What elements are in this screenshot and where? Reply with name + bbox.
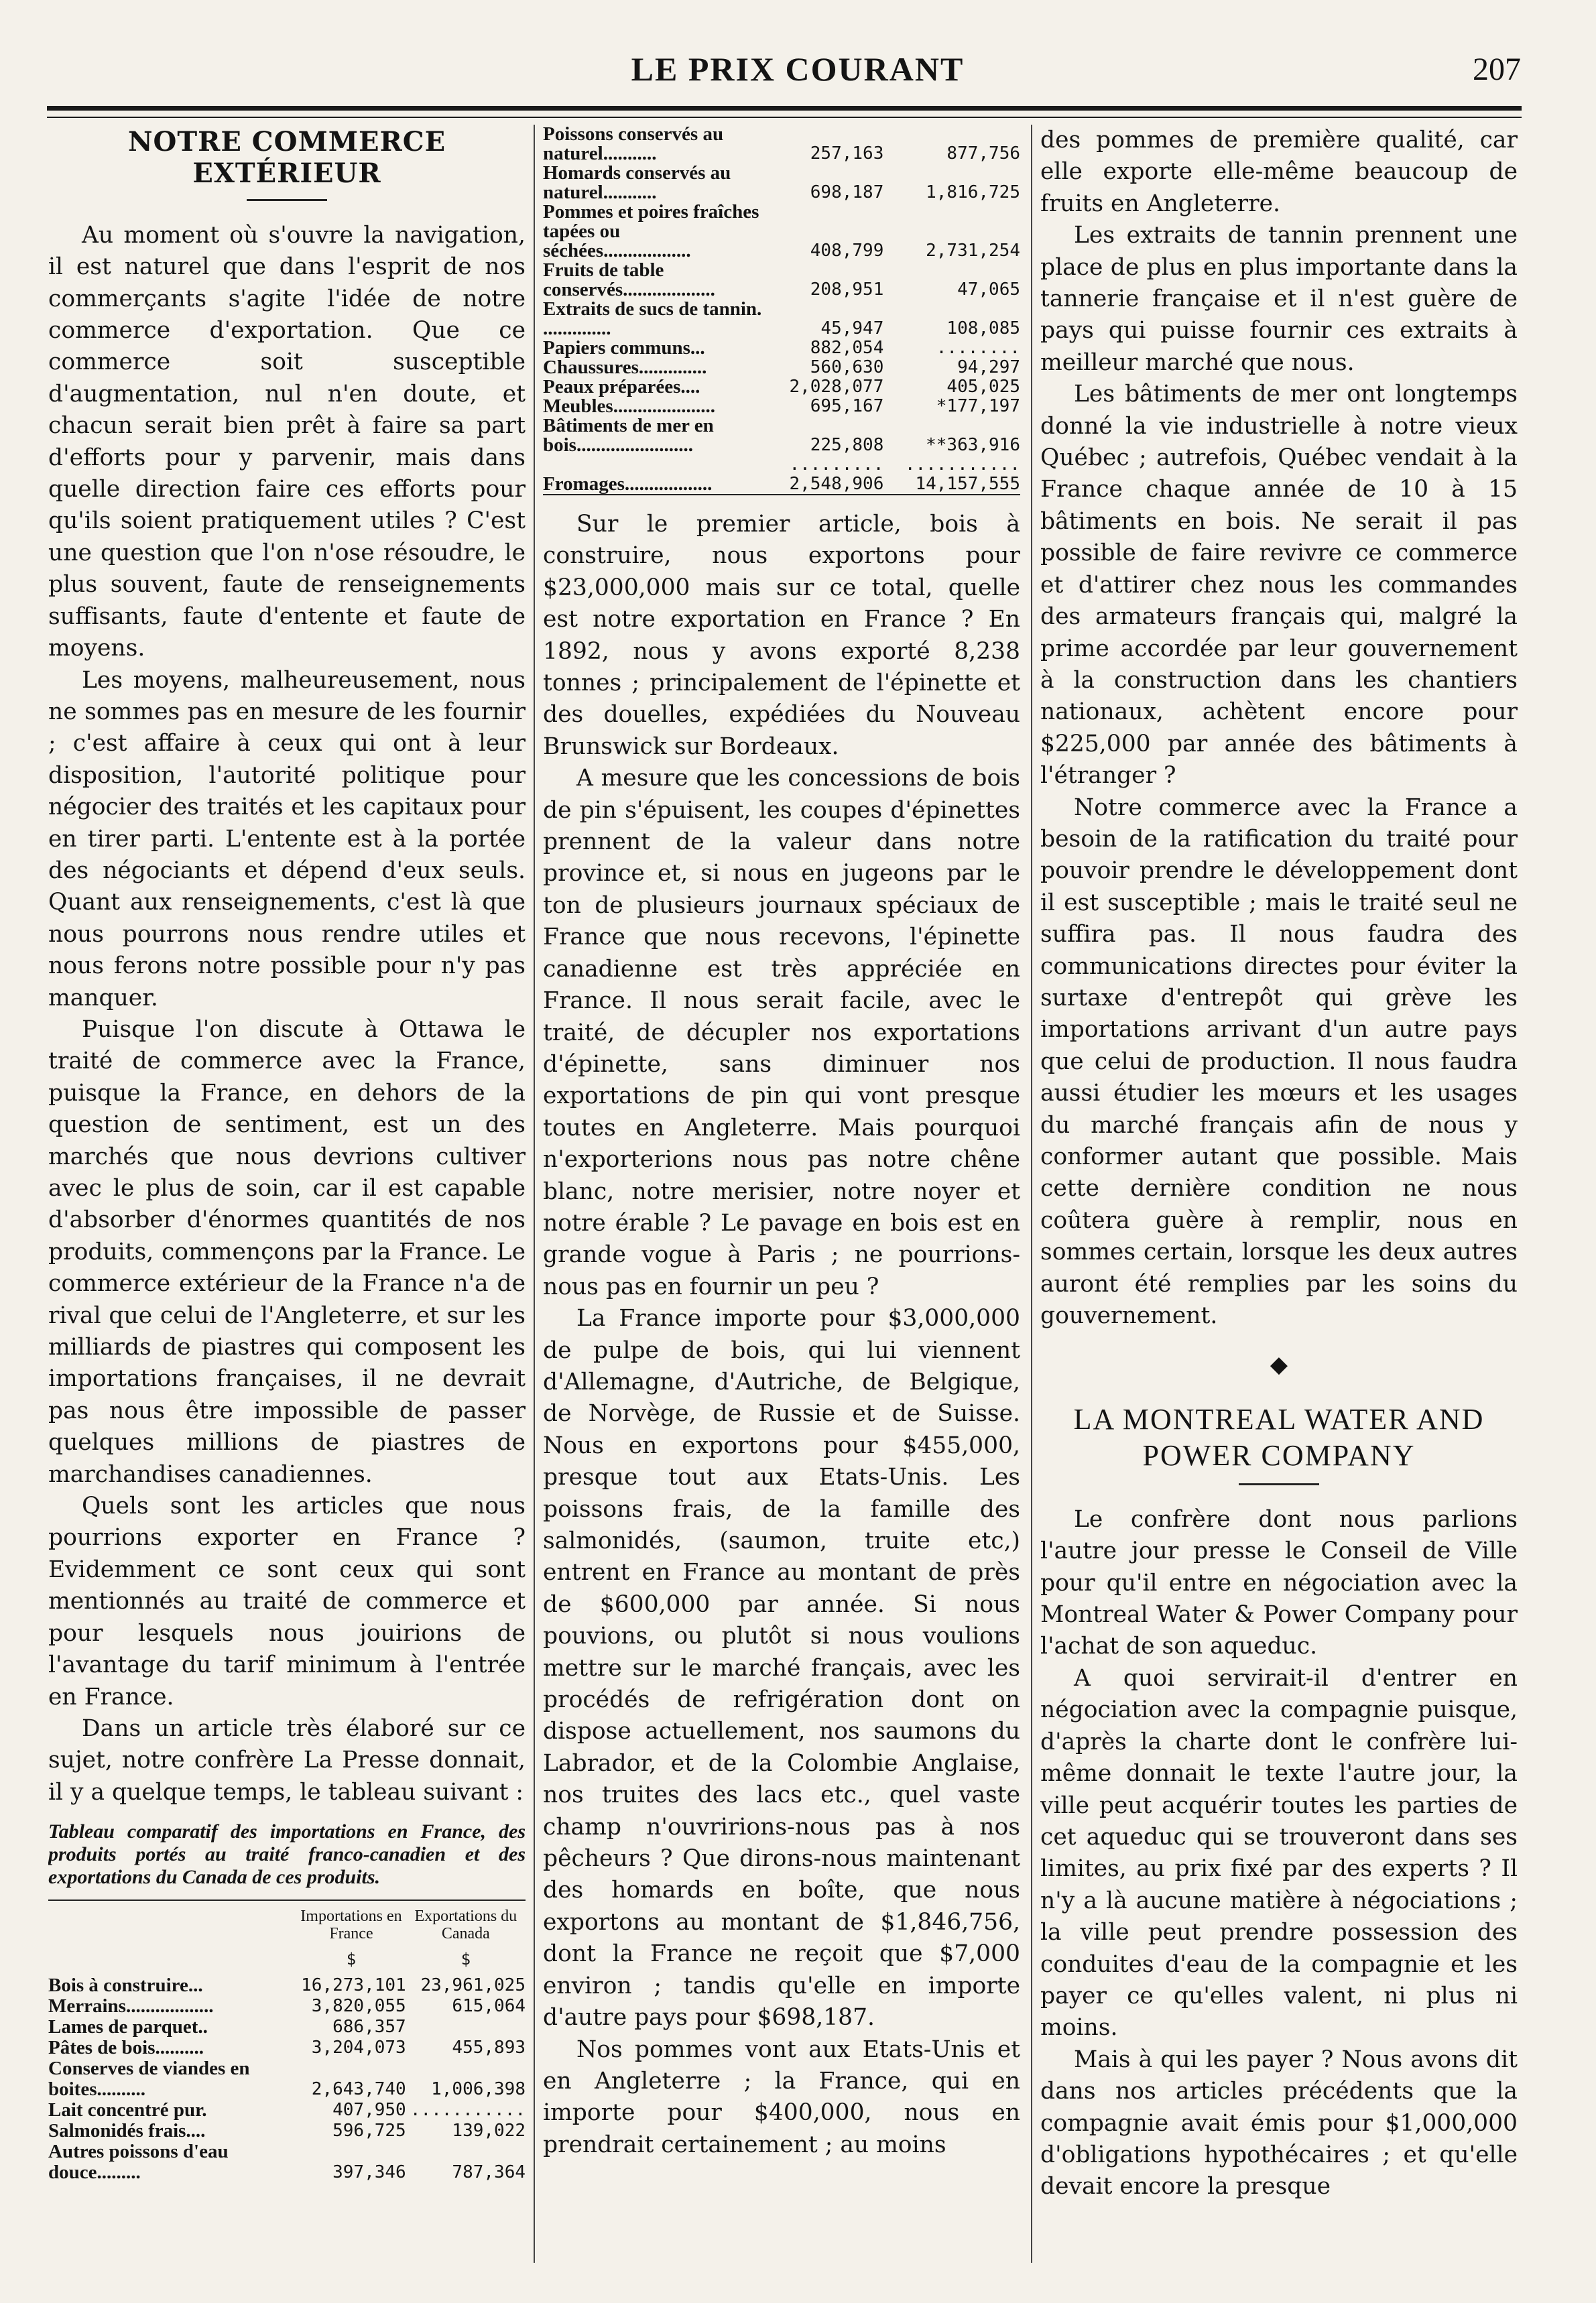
table-header-label — [48, 1900, 296, 1949]
row-exports: 94,297 — [957, 357, 1020, 377]
row-exports: ........... — [904, 454, 1020, 475]
row-imports: ......... — [789, 454, 884, 475]
table-row — [543, 338, 1020, 358]
running-title: LE PRIX COURANT — [631, 50, 965, 88]
row-exports: 139,022 — [452, 2121, 526, 2141]
row-label: Meubles..................... — [543, 395, 715, 417]
paragraph: Sur le premier article, bois à construire, nous exportons pour $23,000,000 mais sur ce total, quelle est notre exportation en France ? En 1892, nous y avons exporté 8,238 tonnes ; principalement de l'épinette et des douelles, expédiées du Nouveau Brunswick sur Bordeaux. — [543, 511, 1020, 760]
paragraph: Puisque l'on discute à Ottawa le traité de commerce avec la France, puisque la France, en dehors de la question de sentiment, est un des marchés que nous devrions cultiver avec le plus de soin, car il est capable d'absorber d'énormes quantités de nos produits, commençons par la France. Le commerce extérieur de la France n'a de rival que celui de l'Angleterre, et sur les milliards de piastres qui composent les importations françaises, il ne devrait pas nous être impossible de passer quelques millions de piastres de marchandises canadiennes. — [48, 1015, 526, 1488]
row-imports: 2,643,740 — [311, 2079, 406, 2100]
heading-rule — [247, 199, 327, 201]
table-header-exports: Exportations du Canada — [414, 1908, 517, 1943]
paragraph: Les extraits de tannin prennent une place de plus en plus importante dans la tannerie française et il n'est guère de pays qui puisse fournir ces extraits à meilleur marché que nous. — [1040, 222, 1518, 376]
row-exports: 14,157,555 — [915, 474, 1020, 494]
table-row — [48, 1975, 526, 1996]
row-imports: 686,357 — [332, 2017, 406, 2038]
row-exports: ........... — [410, 2100, 526, 2121]
table-row — [543, 397, 1020, 416]
paragraph: Les moyens, malheureusement, nous ne sommes pas en mesure de les fournir ; c'est affaire à ceux qui ont à leur disposition, l'autorité politique pour négocier des traités et les capitaux pour en tirer parti. L'entente est à la portée des négociants et dépend d'eux seuls. Quant aux renseignements, c'est là que nous pourrons nous rendre utiles et nous ferons notre possible pour n'y pas manquer. — [48, 666, 526, 1011]
row-label: Chaussures.............. — [543, 357, 707, 378]
row-imports: 397,346 — [332, 2162, 406, 2183]
row-exports: ........ — [936, 338, 1020, 358]
page-header — [0, 40, 1596, 101]
row-imports: 16,273,101 — [301, 1975, 406, 1996]
row-exports: 615,064 — [452, 1996, 526, 2017]
table-row — [48, 2038, 526, 2058]
row-imports: 3,204,073 — [311, 2038, 406, 2058]
table-row — [543, 164, 1020, 202]
row-imports: 208,951 — [810, 279, 884, 300]
trade-table — [48, 1900, 526, 2183]
row-label: Extraits de sucs de tannin. .............. — [543, 298, 762, 339]
paragraph: Mais à qui les payer ? Nous avons dit dans nos articles précédents que la compagnie avait émis pour $1,000,000 d'obligations hypothécaires ; et qu'elle devait encore la presque — [1040, 2046, 1518, 2200]
row-label: Homards conservés au naturel........... — [543, 162, 731, 203]
table-row — [543, 455, 1020, 475]
table-row — [48, 2017, 526, 2038]
row-imports: 225,808 — [810, 435, 884, 455]
row-label: Papiers communs... — [543, 337, 705, 359]
paragraph: Notre commerce avec la France a besoin de la ratification du traité pour pouvoir prendre le développement dont il est susceptible ; mais le traité seul ne suffira pas. Il nous faudra des communications directes pour éviter la surtaxe d'entrepôt qui grève les importations arrivant d'un autre pays que celui de production. Il nous faudra aussi étudier les mœurs et les usages du marché français afin de nous y conformer autant que possible. Mais cette dernière condition ne nous coûtera guère à remplir, nous en sommes certain, lorsque les deux autres auront été remplies par les soins du gouvernement. — [1040, 794, 1518, 1330]
row-label: Lait concentré pur. — [48, 2099, 207, 2121]
row-exports: 1,006,398 — [431, 2079, 526, 2100]
paragraph: Dans un article très élaboré sur ce sujet, notre confrère La Presse donnait, il y a quelque temps, le tableau suivant : — [48, 1715, 526, 1806]
page-number: 207 — [1473, 52, 1521, 87]
row-label: Autres poissons d'eau douce......... — [48, 2141, 229, 2184]
imports-unit: $ — [346, 1950, 357, 1969]
header-rule — [47, 106, 1522, 111]
row-imports: 257,163 — [810, 143, 884, 164]
exports-unit: $ — [461, 1950, 471, 1969]
row-exports: 23,961,025 — [420, 1975, 526, 1996]
row-label — [543, 455, 772, 475]
row-imports: 407,950 — [332, 2100, 406, 2121]
table-unit-row — [48, 1949, 526, 1975]
column-divider — [534, 125, 535, 2263]
row-exports: 1,816,725 — [926, 182, 1020, 202]
row-exports: 455,893 — [452, 2038, 526, 2058]
column-divider — [1031, 125, 1032, 2263]
table-row — [543, 300, 1020, 338]
row-exports: *177,197 — [936, 396, 1020, 416]
header-rule-thin — [47, 117, 1522, 118]
row-label: Salmonidés frais.... — [48, 2120, 206, 2142]
row-imports: 2,548,906 — [789, 474, 884, 494]
row-exports: 405,025 — [946, 377, 1020, 397]
table-row — [543, 475, 1020, 495]
section-ornament-icon: ◆ — [1270, 1351, 1288, 1379]
row-exports: 787,364 — [452, 2162, 526, 2183]
row-label: Bois à construire... — [48, 1975, 203, 1997]
table-row — [543, 261, 1020, 300]
row-label: Conserves de viandes en boites.......... — [48, 2058, 250, 2101]
row-imports: 408,799 — [810, 241, 884, 261]
row-exports: 47,065 — [957, 279, 1020, 300]
row-imports: 698,187 — [810, 182, 884, 202]
table-row — [48, 2141, 526, 2183]
row-imports: 45,947 — [820, 318, 884, 338]
row-label: Fromages.................. — [543, 473, 713, 495]
row-label: Poissons conservés au naturel........... — [543, 125, 724, 164]
table-header-imports: Importations en France — [300, 1908, 402, 1943]
row-label: Merrains.................. — [48, 1995, 214, 2017]
row-imports: 596,725 — [332, 2121, 406, 2141]
heading-rule — [1239, 1483, 1319, 1485]
article-heading: NOTRE COMMERCE EXTÉRIEUR — [127, 126, 446, 190]
paragraph: des pommes de première qualité, car elle exporte elle-même beaucoup de fruits en Angleterre. — [1040, 127, 1518, 217]
column-1 — [48, 125, 526, 2263]
table-row — [543, 358, 1020, 377]
paragraph: Quels sont les articles que nous pourrions exporter en France ? Evidemment ce sont ceux qui sont mentionnés au traité de commerce et pour lesquels nous jouirions de l'avantage du tarif minimum à l'entrée en France. — [48, 1493, 526, 1710]
paragraph: La France importe pour $3,000,000 de pulpe de bois, qui lui viennent d'Allemagne, d'Autriche, de Belgique, de Norvège, de Russie et de Suisse. Nous en exportons pour $455,000, presque tout aux Etats-Unis. Les poissons frais, de la famille des salmonidés, (saumon, truite etc,) entrent en France au montant de près de $600,000 par année. Si nous pouvions, ou plutôt si nous voulions mettre sur le marché français, avec les procédés de refrigération dont on dispose actuellement, nos saumons du Labrador, et de la Colombie Anglaise, nos truites des lacs etc., quel vaste champ n'ouvririons-nous pas à nos pêcheurs ? Que dirons-nous maintenant des homards en boîte, que nous exportons au montant de $1,846,756, dont la France ne reçoit que $7,000 environ ; tandis qu'elle en importe d'autre pays pour $698,187. — [543, 1305, 1020, 2032]
table-row — [48, 2058, 526, 2100]
paragraph: Les bâtiments de mer ont longtemps donné la vie industrielle à notre vieux Québec ; autrefois, Québec vendait à la France chaque année de 10 à 15 bâtiments en bois. Ne serait il pas possible de faire revivre ce commerce et d'attirer chez nous les commandes des armateurs français qui, malgré la prime accordée par leur gouvernement à la construction dans les chantiers nationaux, achètent encore pour $225,000 par année des bâtiments à l'étranger ? — [1040, 381, 1518, 790]
row-label: Peaux préparées.... — [543, 376, 700, 397]
paragraph: Le confrère dont nous parlions l'autre jour presse le Conseil de Ville pour qu'il entre en négociation avec la Montreal Water & Power Company pour l'achat de son aqueduc. — [1040, 1505, 1518, 1660]
row-exports — [406, 2017, 526, 2038]
row-exports: **363,916 — [926, 435, 1020, 455]
column-3 — [1040, 125, 1518, 2263]
row-label: Pâtes de bois.......... — [48, 2037, 204, 2059]
table-row — [48, 2100, 526, 2121]
row-exports: 108,085 — [946, 318, 1020, 338]
article-heading: LA MONTREAL WATER AND POWER COMPANY — [1073, 1402, 1485, 1472]
row-label: Bâtiments de mer en bois........................ — [543, 415, 714, 456]
row-exports: 877,756 — [946, 143, 1020, 164]
table-row — [48, 1996, 526, 2017]
row-imports: 560,630 — [810, 357, 884, 377]
row-label: Lames de parquet.. — [48, 2016, 208, 2038]
row-exports: 2,731,254 — [926, 241, 1020, 261]
row-imports: 2,028,077 — [789, 377, 884, 397]
table-row — [48, 2121, 526, 2141]
table-row — [543, 202, 1020, 261]
table-row — [543, 416, 1020, 455]
paragraph: Nos pommes vont aux Etats-Unis et en Angleterre ; la France, qui en importe pour $400,000, nous en prendrait certainement ; au moins — [543, 2036, 1020, 2158]
trade-table-continued — [543, 125, 1020, 495]
table-row — [543, 125, 1020, 164]
paragraph: Au moment où s'ouvre la navigation, il est naturel que dans l'esprit de nos commerçants s'agite l'idée de notre commerce d'exportation. Que ce commerce soit susceptible d'augmentation, nul n'en doute, et chacun serait bien prêt à faire sa part d'efforts pour y parvenir, mais dans quelle direction faire ces efforts pour qu'ils soient pratiquement utiles ? C'est une question que l'on n'ose résoudre, le plus souvent, faute de renseignements suffisants, faute d'entente et faute de moyens. — [48, 221, 526, 662]
table-row — [543, 377, 1020, 397]
paragraph: A quoi servirait-il d'entrer en négociation avec la compagnie puisque, d'après la charte dont le confrère lui-même donnait le texte l'autre jour, la ville peut acquérir toutes les parties de cet aqueduc qui se trouveront dans ses limites, au prix fixé par des experts ? Il n'y a là aucune matière à négociations ; la ville peut prendre possession des conduites d'eau de la compagnie et les payer ce qu'elles valent, ni plus ni moins. — [1040, 1664, 1518, 2042]
column-2 — [543, 125, 1020, 2263]
row-imports: 695,167 — [810, 396, 884, 416]
table-header-row — [48, 1900, 526, 1949]
row-label: Pommes et poires fraîches tapées ou séchées.................. — [543, 201, 759, 261]
table-caption: Tableau comparatif des importations en France, des produits portés au traité franco-canadien et des exportations du Canada de ces produits. — [48, 1820, 526, 1889]
row-label: Fruits de table conservés................... — [543, 259, 715, 300]
paragraph: A mesure que les concessions de bois de pin s'épuisent, les coupes d'épinettes prennent de la valeur dans notre province et, si nous en jugeons par le ton de plusieurs journaux spéciaux de France que nous recevons, l'épinette canadienne est très appréciée en France. Il nous serait facile, avec le traité, de décupler nos exportations d'épinette, sans diminuer nos exportations de pin qui vont presque toutes en Angleterre. Mais pourquoi n'exporterions nous pas notre chêne blanc, notre merisier, notre noyer et notre érable ? Le pavage en bois est en grande vogue à Paris ; ne pourrions-nous pas en fournir un peu ? — [543, 765, 1020, 1300]
row-imports: 3,820,055 — [311, 1996, 406, 2017]
row-imports: 882,054 — [810, 338, 884, 358]
